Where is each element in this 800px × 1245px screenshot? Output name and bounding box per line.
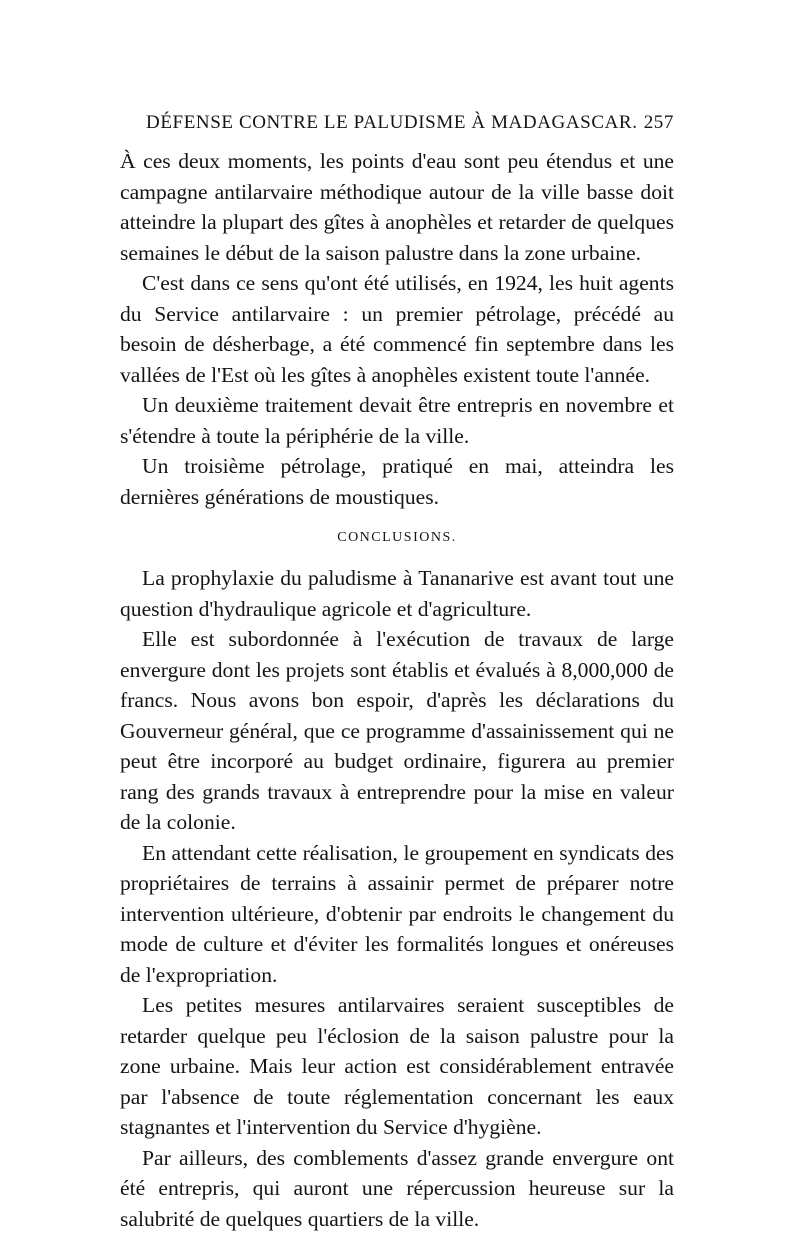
paragraph: Les petites mesures antilarvaires seraient susceptibles de retarder quelque peu l'éclosion de la saison palustre pour la zone urbaine. Mais leur action est considérablement entravée par l'absence de toute réglementation concernant les eaux stagnantes et l'intervention du Service d'hygiène. (120, 993, 674, 1139)
section-heading: CONCLUSIONS. (337, 530, 457, 545)
running-title: DÉFENSE CONTRE LE PALUDISME À MADAGASCAR. (146, 112, 638, 133)
paragraph: Un deuxième traitement devait être entrepris en novembre et s'étendre à toute la périphérie de la ville. (120, 393, 674, 448)
paragraph: En attendant cette réalisation, le groupement en syndicats des propriétaires de terrains à assainir permet de préparer notre intervention ultérieure, d'obtenir par endroits le changement du mode de culture et d'éviter les formalités longues et onéreuses de l'expropriation. (120, 840, 674, 987)
paragraph: À ces deux moments, les points d'eau sont peu étendus et une campagne antilarvaire méthodique autour de la ville basse doit atteindre la plupart des gîtes à anophèles et retarder de quelques semaines le début de la saison palustre dans la zone urbaine. (120, 149, 674, 265)
paragraph: Par ailleurs, des comblements d'assez grande envergure ont été entrepris, qui auront une répercussion heureuse sur la salubrité de quelques quartiers de la ville. (120, 1145, 674, 1231)
paragraph: C'est dans ce sens qu'ont été utilisés, en 1924, les huit agents du Service antilarvaire : un premier pétrolage, précédé au besoin de désherbage, a été commencé fin septembre dans les vallées de l'Est où les gîtes à anophèles existent toute l'année. (120, 271, 674, 387)
body-text (120, 146, 674, 1234)
page-number: 257 (643, 112, 674, 133)
paragraph: Un troisième pétrolage, pratiqué en mai, atteindra les dernières générations de moustiques. (120, 454, 674, 509)
paragraph: Elle est subordonnée à l'exécution de travaux de large envergure dont les projets sont établis et évalués à 8,000,000 de francs. Nous avons bon espoir, d'après les déclarations du Gouverneur général, que ce programme d'assainissement qui ne peut être incorporé au budget ordinaire, figurera au premier rang des grands travaux à entreprendre pour la mise en valeur de la colonie. (120, 627, 674, 834)
book-page (120, 112, 674, 1234)
paragraph: La prophylaxie du paludisme à Tananarive est avant tout une question d'hydraulique agricole et d'agriculture. (120, 566, 674, 621)
running-header (120, 112, 674, 138)
